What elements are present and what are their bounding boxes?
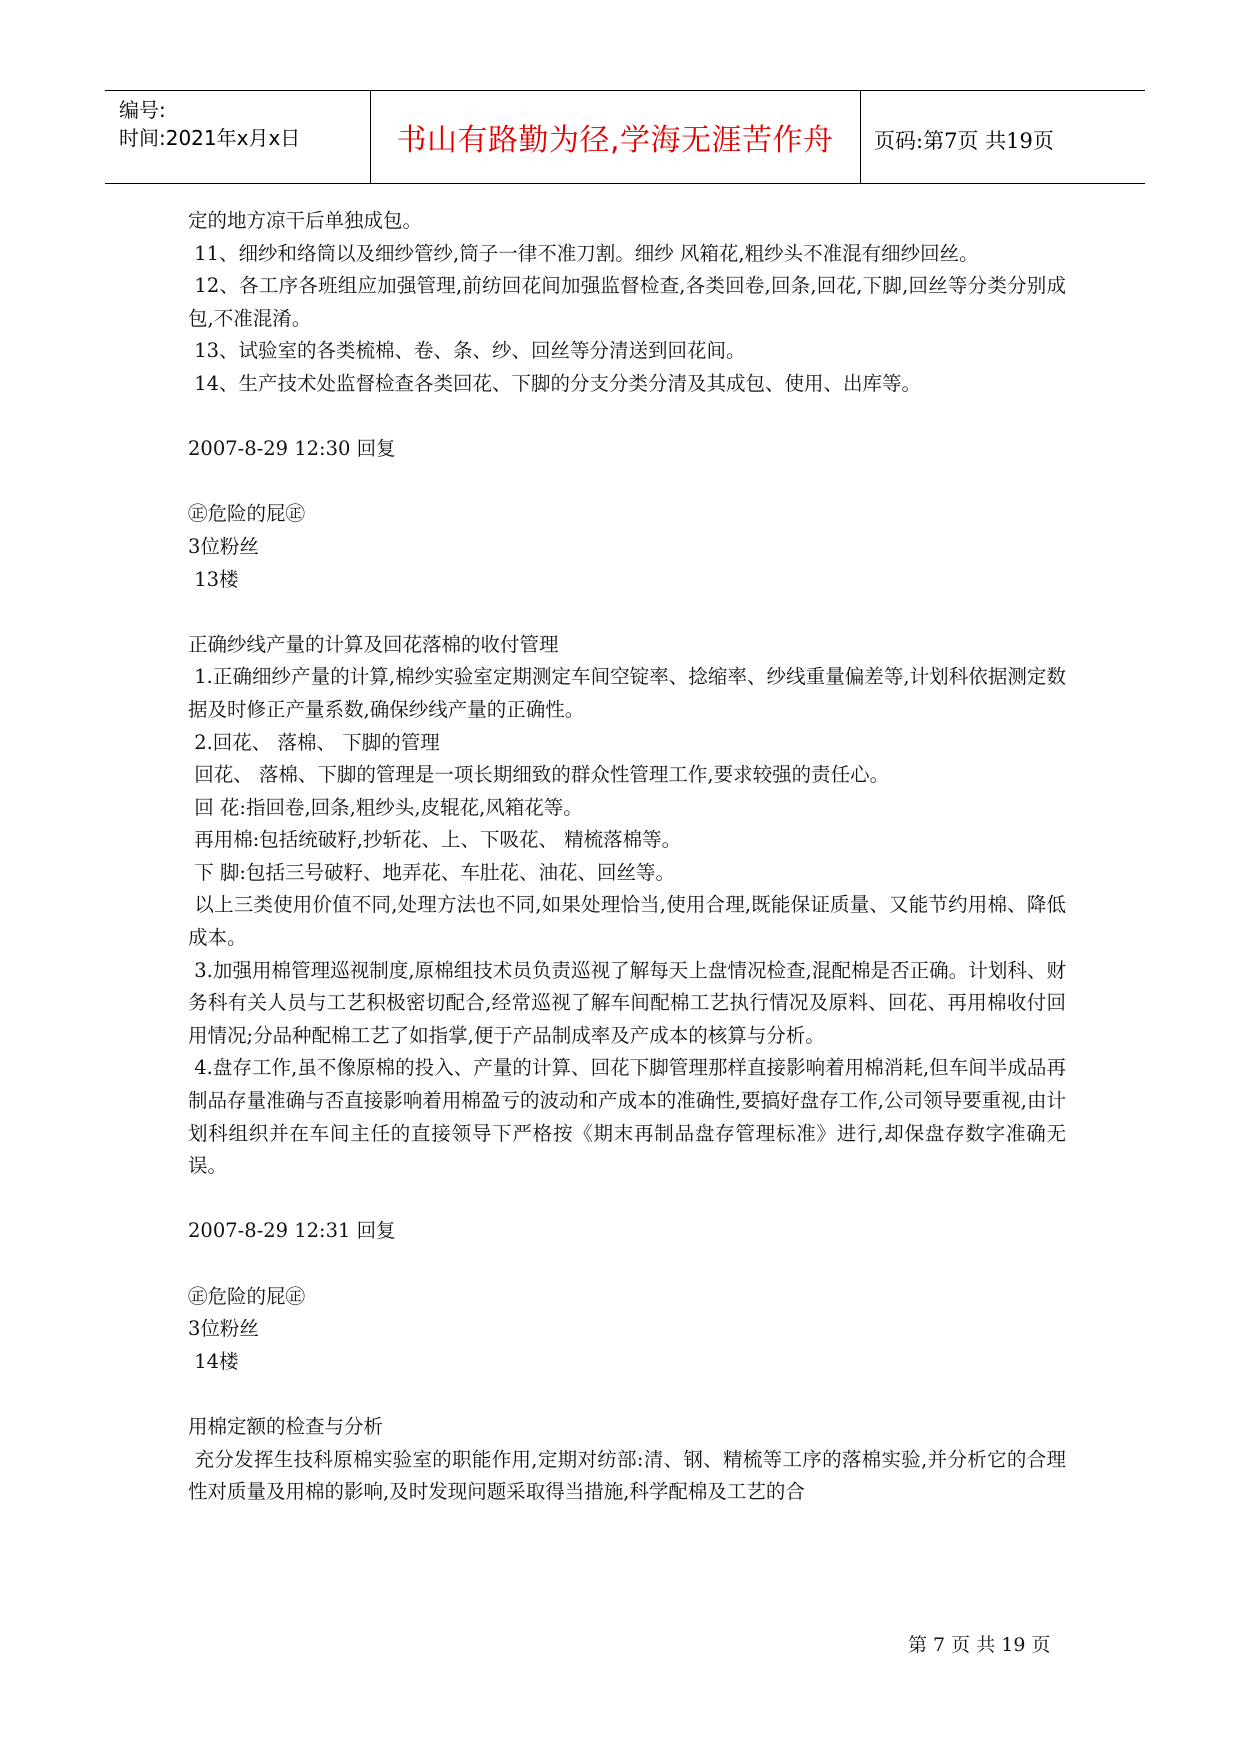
paragraph: 12、各工序各班组应加强管理,前纺回花间加强监督检查,各类回卷,回条,回花,下脚,回丝等分类分别成包,不准混淆。 <box>188 274 1066 330</box>
paragraph: 13、试验室的各类梳棉、卷、条、纱、回丝等分清送到回花间。 <box>188 339 746 363</box>
paragraph-spacer <box>188 401 1066 434</box>
paragraph-spacer <box>188 596 1066 629</box>
header-page-cell <box>860 91 1145 183</box>
document-number-label: 编号: <box>119 98 166 122</box>
page-header <box>105 90 1145 184</box>
paragraph: 3.加强用棉管理巡视制度,原棉组技术员负责巡视了解每天上盘情况检查,混配棉是否正确。计划科、财务科有关人员与工艺积极密切配合,经常巡视了解车间配棉工艺执行情况及原料、回花、再用棉收付回用情况;分品种配棉工艺了如指掌,便于产品制成率及产成本的核算与分析。 <box>188 958 1066 1047</box>
paragraph: ㊣危险的屁㊣ <box>188 502 306 526</box>
paragraph: 13楼 <box>188 567 239 591</box>
paragraph: 回 花:指回卷,回条,粗纱头,皮辊花,风箱花等。 <box>188 795 583 819</box>
paragraph: 定的地方凉干后单独成包。 <box>188 209 423 232</box>
paragraph: 充分发挥生技科原棉实验室的职能作用,定期对纺部:清、钢、精梳等工序的落棉实验,并分析它的合理性对质量及用棉的影响,及时发现问题采取得当措施,科学配棉及工艺的合 <box>188 1447 1066 1504</box>
paragraph-spacer <box>188 1183 1066 1216</box>
paragraph: 2007-8-29 12:31 回复 <box>188 1219 396 1243</box>
paragraph: 3位粉丝 <box>188 534 259 558</box>
document-time-label: 时间:2021年x月x日 <box>119 126 301 150</box>
paragraph: 2.回花、 落棉、 下脚的管理 <box>188 730 440 754</box>
paragraph: 14、生产技术处监督检查各类回花、下脚的分支分类分清及其成包、使用、出库等。 <box>188 371 922 395</box>
header-left-cell <box>105 91 371 183</box>
paragraph: 再用棉:包括统破籽,抄斩花、上、下吸花、 精梳落棉等。 <box>188 828 682 852</box>
paragraph: 3位粉丝 <box>188 1317 259 1341</box>
header-motto-cell <box>370 91 861 183</box>
paragraph: 回花、 落棉、下脚的管理是一项长期细致的群众性管理工作,要求较强的责任心。 <box>188 763 890 787</box>
paragraph: 11、细纱和络筒以及细纱管纱,筒子一律不准刀割。细纱 风箱花,粗纱头不准混有细纱回丝。 <box>188 241 979 265</box>
page-footer: 第 7 页 共 19 页 <box>908 1634 1051 1656</box>
paragraph: 下 脚:包括三号破籽、地弄花、车肚花、油花、回丝等。 <box>188 860 675 884</box>
paragraph-spacer <box>188 1378 1066 1411</box>
document-body <box>188 205 1066 1509</box>
header-page-info: 页码:第7页 共19页 <box>874 129 1054 153</box>
paragraph: 以上三类使用价值不同,处理方法也不同,如果处理恰当,使用合理,既能保证质量、又能节约用棉、降低成本。 <box>188 893 1067 950</box>
paragraph: 2007-8-29 12:30 回复 <box>188 437 396 461</box>
paragraph: ㊣危险的屁㊣ <box>188 1284 306 1308</box>
paragraph: 用棉定额的检查与分析 <box>188 1414 384 1438</box>
paragraph: 1.正确细纱产量的计算,棉纱实验室定期测定车间空锭率、捻缩率、纱线重量偏差等,计划科依据测定数据及时修正产量系数,确保纱线产量的正确性。 <box>188 665 1066 721</box>
paragraph-spacer <box>188 466 1066 499</box>
header-motto: 书山有路勤为径,学海无涯苦作舟 <box>396 123 834 158</box>
paragraph: 14楼 <box>188 1349 239 1373</box>
paragraph-spacer <box>188 1248 1066 1281</box>
paragraph: 4.盘存工作,虽不像原棉的投入、产量的计算、回花下脚管理那样直接影响着用棉消耗,但车间半成品再制品存量准确与否直接影响着用棉盈亏的波动和产成本的准确性,要搞好盘存工作,公司领导要重视,由计划科组织并在车间主任的直接领导下严格按《期末再制品盘存管理标准》进行,却保盘存数字准确无误。 <box>188 1056 1066 1178</box>
paragraph: 正确纱线产量的计算及回花落棉的收付管理 <box>188 632 559 656</box>
